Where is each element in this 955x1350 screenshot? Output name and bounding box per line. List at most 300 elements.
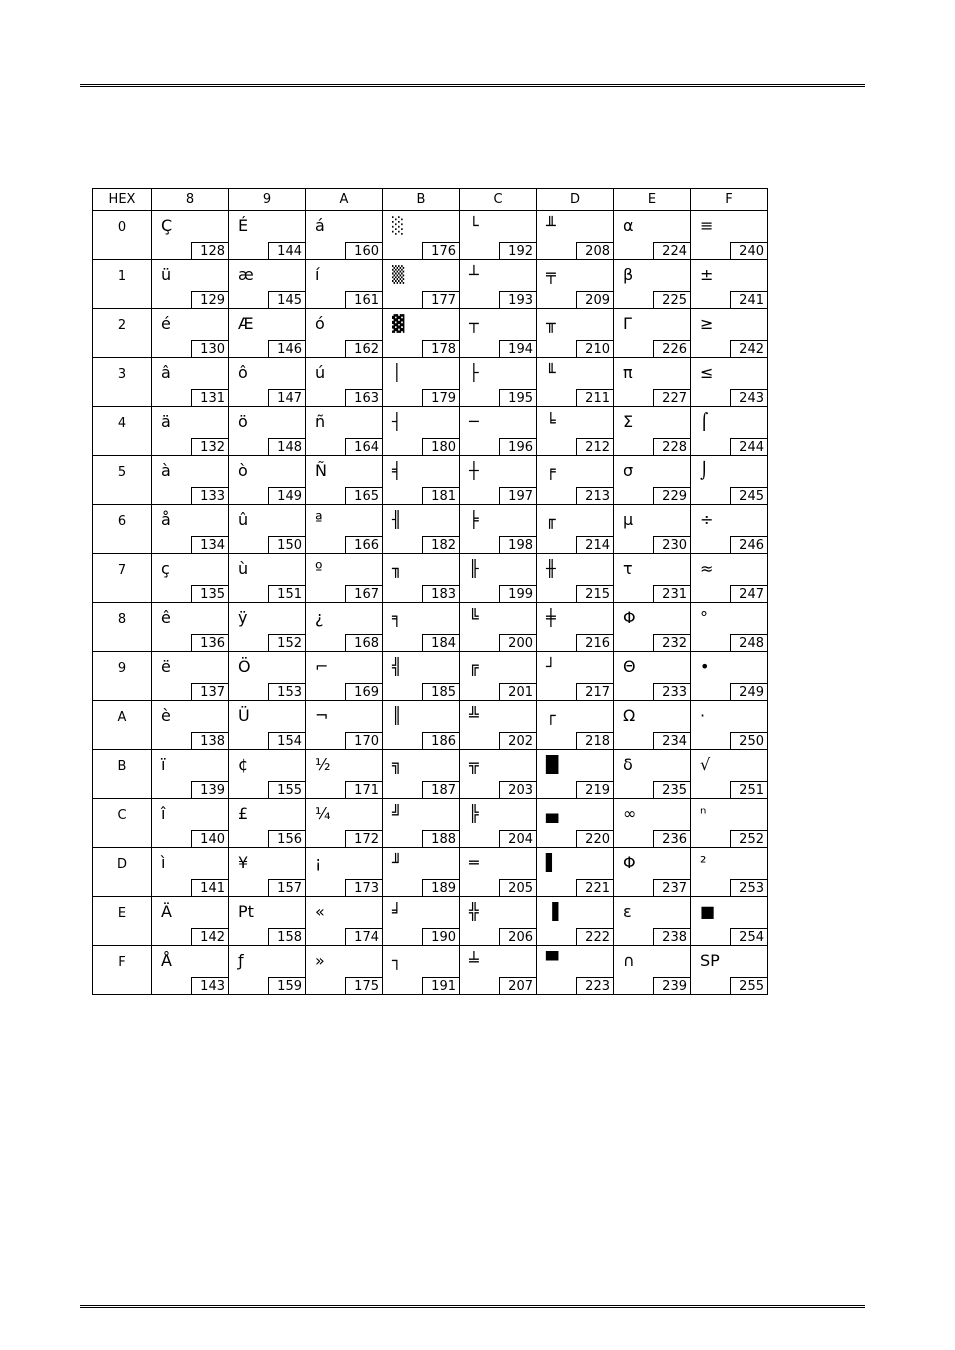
- character-cell: [383, 407, 460, 456]
- character-cell: [614, 652, 691, 701]
- character-cell: [306, 603, 383, 652]
- decimal-code: 222: [576, 928, 614, 946]
- decimal-code: 170: [345, 732, 383, 750]
- character-cell: [691, 652, 768, 701]
- character-glyph: ╔: [469, 657, 479, 676]
- character-glyph: ╢: [392, 510, 402, 529]
- decimal-code: 167: [345, 585, 383, 603]
- decimal-code: 140: [191, 830, 229, 848]
- character-glyph: Θ: [623, 657, 636, 676]
- character-cell: [306, 260, 383, 309]
- decimal-code: 229: [653, 487, 691, 505]
- character-cell: [537, 554, 614, 603]
- decimal-code: 175: [345, 977, 383, 995]
- character-glyph: í: [315, 265, 320, 284]
- character-cell: [152, 603, 229, 652]
- character-cell: [614, 407, 691, 456]
- character-glyph: ì: [161, 853, 166, 872]
- character-cell: [691, 750, 768, 799]
- character-cell: [306, 701, 383, 750]
- character-glyph: ─: [469, 412, 479, 431]
- row-header: [93, 456, 152, 505]
- character-cell: [383, 260, 460, 309]
- table-row: [93, 407, 768, 456]
- decimal-code: 132: [191, 438, 229, 456]
- row-header: [93, 799, 152, 848]
- decimal-code: 146: [268, 340, 306, 358]
- decimal-code: 202: [499, 732, 537, 750]
- decimal-code: 244: [730, 438, 768, 456]
- row-hex-label: 1: [117, 269, 127, 284]
- character-cell: [460, 603, 537, 652]
- character-glyph: Ç: [161, 216, 173, 235]
- character-glyph: ┘: [546, 657, 556, 676]
- character-cell: [152, 946, 229, 995]
- character-glyph: ╡: [392, 461, 402, 480]
- decimal-code: 151: [268, 585, 306, 603]
- character-glyph: ╩: [469, 706, 479, 725]
- decimal-code: 176: [422, 242, 460, 260]
- character-glyph: ┼: [469, 461, 479, 480]
- decimal-code: 192: [499, 242, 537, 260]
- character-glyph: ╨: [546, 216, 556, 235]
- decimal-code: 207: [499, 977, 537, 995]
- decimal-code: 252: [730, 830, 768, 848]
- row-hex-label: 7: [117, 563, 127, 578]
- character-glyph: ╜: [392, 853, 402, 872]
- table-row: [93, 505, 768, 554]
- decimal-code: 205: [499, 879, 537, 897]
- character-cell: [614, 554, 691, 603]
- character-glyph: ╗: [392, 755, 402, 774]
- character-cell: [691, 505, 768, 554]
- decimal-code: 209: [576, 291, 614, 309]
- character-glyph: ≈: [700, 559, 714, 578]
- character-cell: [691, 701, 768, 750]
- decimal-code: 215: [576, 585, 614, 603]
- character-cell: [383, 505, 460, 554]
- decimal-code: 143: [191, 977, 229, 995]
- character-glyph: ≤: [700, 363, 714, 382]
- table-row: [93, 848, 768, 897]
- character-cell: [306, 211, 383, 260]
- character-cell: [152, 652, 229, 701]
- character-glyph: ╬: [469, 902, 479, 921]
- character-cell: [229, 456, 306, 505]
- character-glyph: ▐: [546, 902, 559, 921]
- character-cell: [614, 603, 691, 652]
- character-glyph: •: [700, 657, 710, 676]
- row-hex-label: 4: [117, 416, 127, 431]
- character-cell: [537, 701, 614, 750]
- character-cell: [537, 309, 614, 358]
- character-glyph: ▌: [546, 853, 559, 872]
- character-cell: [460, 309, 537, 358]
- decimal-code: 139: [191, 781, 229, 799]
- character-cell: [383, 750, 460, 799]
- character-glyph: ÿ: [238, 608, 248, 627]
- character-glyph: ║: [392, 706, 402, 725]
- column-header: A: [306, 189, 383, 211]
- decimal-code: 164: [345, 438, 383, 456]
- character-glyph: τ: [623, 559, 633, 578]
- character-glyph: æ: [238, 265, 254, 284]
- character-cell: [614, 211, 691, 260]
- character-glyph: ⌐: [315, 657, 329, 676]
- character-cell: [152, 505, 229, 554]
- decimal-code: 147: [268, 389, 306, 407]
- decimal-code: 216: [576, 634, 614, 652]
- character-cell: [460, 750, 537, 799]
- character-cell: [152, 554, 229, 603]
- decimal-code: 218: [576, 732, 614, 750]
- decimal-code: 193: [499, 291, 537, 309]
- decimal-code: 168: [345, 634, 383, 652]
- character-glyph: ñ: [315, 412, 326, 431]
- character-glyph: è: [161, 706, 171, 725]
- decimal-code: 160: [345, 242, 383, 260]
- character-glyph: σ: [623, 461, 634, 480]
- character-cell: [229, 603, 306, 652]
- decimal-code: 234: [653, 732, 691, 750]
- decimal-code: 203: [499, 781, 537, 799]
- character-glyph: ¢: [238, 755, 249, 774]
- decimal-code: 197: [499, 487, 537, 505]
- decimal-code: 210: [576, 340, 614, 358]
- character-cell: [306, 505, 383, 554]
- character-glyph: Æ: [238, 314, 254, 333]
- decimal-code: 217: [576, 683, 614, 701]
- character-glyph: î: [161, 804, 166, 823]
- character-cell: [614, 897, 691, 946]
- decimal-code: 242: [730, 340, 768, 358]
- table-row: [93, 603, 768, 652]
- table-row: [93, 260, 768, 309]
- decimal-code: 246: [730, 536, 768, 554]
- decimal-code: 150: [268, 536, 306, 554]
- character-glyph: √: [700, 755, 711, 774]
- character-cell: [152, 407, 229, 456]
- character-glyph: ⌡: [700, 461, 709, 480]
- character-cell: [229, 652, 306, 701]
- character-glyph: ╟: [469, 559, 479, 578]
- decimal-code: 255: [730, 977, 768, 995]
- decimal-code: 208: [576, 242, 614, 260]
- row-hex-label: 0: [117, 220, 127, 235]
- decimal-code: 199: [499, 585, 537, 603]
- decimal-code: 200: [499, 634, 537, 652]
- character-cell: [537, 946, 614, 995]
- character-cell: [383, 652, 460, 701]
- character-cell: [614, 799, 691, 848]
- decimal-code: 142: [191, 928, 229, 946]
- decimal-code: 248: [730, 634, 768, 652]
- decimal-code: 249: [730, 683, 768, 701]
- character-glyph: ╠: [469, 804, 479, 823]
- decimal-code: 230: [653, 536, 691, 554]
- decimal-code: 135: [191, 585, 229, 603]
- character-cell: [691, 848, 768, 897]
- character-glyph: ┬: [469, 314, 479, 333]
- decimal-code: 190: [422, 928, 460, 946]
- character-glyph: ╙: [546, 363, 556, 382]
- decimal-code: 149: [268, 487, 306, 505]
- character-code-table: [92, 188, 768, 995]
- row-hex-label: C: [117, 808, 127, 823]
- character-cell: [614, 456, 691, 505]
- decimal-code: 233: [653, 683, 691, 701]
- character-cell: [229, 946, 306, 995]
- character-cell: [537, 260, 614, 309]
- decimal-code: 236: [653, 830, 691, 848]
- decimal-code: 251: [730, 781, 768, 799]
- table-row: [93, 946, 768, 995]
- character-glyph: Φ: [623, 608, 636, 627]
- decimal-code: 232: [653, 634, 691, 652]
- decimal-code: 223: [576, 977, 614, 995]
- decimal-code: 184: [422, 634, 460, 652]
- row-hex-label: 8: [117, 612, 127, 627]
- decimal-code: 214: [576, 536, 614, 554]
- decimal-code: 237: [653, 879, 691, 897]
- character-cell: [383, 897, 460, 946]
- decimal-code: 227: [653, 389, 691, 407]
- character-cell: [460, 456, 537, 505]
- table-row: [93, 799, 768, 848]
- row-header: [93, 505, 152, 554]
- row-hex-label: 2: [117, 318, 127, 333]
- row-header: [93, 260, 152, 309]
- character-cell: [229, 211, 306, 260]
- character-cell: [691, 554, 768, 603]
- decimal-code: 231: [653, 585, 691, 603]
- character-glyph: ·: [700, 706, 706, 725]
- decimal-code: 198: [499, 536, 537, 554]
- character-glyph: ┐: [392, 951, 402, 970]
- decimal-code: 186: [422, 732, 460, 750]
- decimal-code: 144: [268, 242, 306, 260]
- character-cell: [537, 848, 614, 897]
- character-cell: [460, 505, 537, 554]
- character-glyph: «: [315, 902, 325, 921]
- character-cell: [614, 848, 691, 897]
- character-cell: [383, 211, 460, 260]
- character-cell: [614, 946, 691, 995]
- character-glyph: ╥: [546, 314, 556, 333]
- decimal-code: 174: [345, 928, 383, 946]
- row-header: [93, 652, 152, 701]
- character-cell: [306, 358, 383, 407]
- character-cell: [614, 750, 691, 799]
- character-glyph: ⌠: [700, 412, 709, 431]
- decimal-code: 219: [576, 781, 614, 799]
- character-glyph: ▄: [546, 804, 559, 823]
- decimal-code: 161: [345, 291, 383, 309]
- row-hex-label: 9: [117, 661, 127, 676]
- character-glyph: ╪: [546, 608, 556, 627]
- decimal-code: 221: [576, 879, 614, 897]
- character-glyph: ½: [315, 755, 331, 774]
- character-glyph: Ñ: [315, 461, 327, 480]
- character-cell: [460, 652, 537, 701]
- character-glyph: π: [623, 363, 633, 382]
- character-cell: [229, 897, 306, 946]
- character-glyph: Ö: [238, 657, 251, 676]
- character-glyph: Ü: [238, 706, 250, 725]
- row-header: [93, 701, 152, 750]
- character-glyph: Γ: [623, 314, 632, 333]
- character-glyph: ë: [161, 657, 171, 676]
- character-glyph: ╣: [392, 657, 402, 676]
- decimal-code: 240: [730, 242, 768, 260]
- decimal-code: 138: [191, 732, 229, 750]
- header-rule: [80, 84, 865, 87]
- character-glyph: ⁿ: [700, 804, 707, 823]
- character-glyph: ∞: [623, 804, 637, 823]
- decimal-code: 212: [576, 438, 614, 456]
- column-header: B: [383, 189, 460, 211]
- hex-corner-label: HEX: [93, 189, 152, 211]
- character-glyph: ª: [315, 510, 323, 529]
- decimal-code: 224: [653, 242, 691, 260]
- decimal-code: 152: [268, 634, 306, 652]
- character-cell: [460, 554, 537, 603]
- row-header: [93, 309, 152, 358]
- decimal-code: 159: [268, 977, 306, 995]
- character-cell: [460, 848, 537, 897]
- character-glyph: ╚: [469, 608, 479, 627]
- character-cell: [691, 358, 768, 407]
- decimal-code: 171: [345, 781, 383, 799]
- character-cell: [383, 848, 460, 897]
- character-glyph: ▀: [546, 951, 559, 970]
- character-cell: [152, 211, 229, 260]
- character-cell: [306, 407, 383, 456]
- row-header: [93, 848, 152, 897]
- column-header: 9: [229, 189, 306, 211]
- decimal-code: 243: [730, 389, 768, 407]
- character-glyph: ²: [700, 853, 707, 872]
- character-glyph: û: [238, 510, 249, 529]
- decimal-code: 241: [730, 291, 768, 309]
- table-row: [93, 897, 768, 946]
- decimal-code: 204: [499, 830, 537, 848]
- character-cell: [229, 407, 306, 456]
- character-cell: [152, 897, 229, 946]
- character-glyph: ó: [315, 314, 325, 333]
- character-cell: [152, 848, 229, 897]
- character-cell: [614, 309, 691, 358]
- decimal-code: 194: [499, 340, 537, 358]
- decimal-code: 137: [191, 683, 229, 701]
- character-glyph: ô: [238, 363, 248, 382]
- character-glyph: ╖: [392, 559, 402, 578]
- decimal-code: 183: [422, 585, 460, 603]
- character-glyph: ≡: [700, 216, 714, 235]
- character-glyph: ≥: [700, 314, 714, 333]
- decimal-code: 250: [730, 732, 768, 750]
- character-cell: [614, 358, 691, 407]
- character-glyph: ╛: [392, 902, 402, 921]
- character-glyph: ╘: [546, 412, 556, 431]
- character-glyph: ╒: [546, 461, 556, 480]
- character-cell: [537, 652, 614, 701]
- character-glyph: │: [392, 363, 402, 382]
- character-cell: [152, 750, 229, 799]
- decimal-code: 128: [191, 242, 229, 260]
- character-cell: [229, 505, 306, 554]
- row-hex-label: A: [117, 710, 127, 725]
- decimal-code: 239: [653, 977, 691, 995]
- character-glyph: ò: [238, 461, 248, 480]
- character-glyph: ¥: [238, 853, 249, 872]
- character-glyph: ±: [700, 265, 714, 284]
- row-hex-label: 6: [117, 514, 127, 529]
- row-header: [93, 946, 152, 995]
- character-cell: [537, 603, 614, 652]
- table-row: [93, 652, 768, 701]
- row-header: [93, 554, 152, 603]
- character-glyph: é: [161, 314, 171, 333]
- character-cell: [383, 309, 460, 358]
- character-cell: [691, 603, 768, 652]
- character-glyph: å: [161, 510, 171, 529]
- decimal-code: 178: [422, 340, 460, 358]
- decimal-code: 165: [345, 487, 383, 505]
- character-glyph: á: [315, 216, 325, 235]
- character-glyph: ╝: [392, 804, 402, 823]
- character-cell: [691, 799, 768, 848]
- decimal-code: 235: [653, 781, 691, 799]
- character-cell: [152, 701, 229, 750]
- character-glyph: £: [238, 804, 249, 823]
- decimal-code: 133: [191, 487, 229, 505]
- decimal-code: 185: [422, 683, 460, 701]
- character-glyph: ╦: [469, 755, 479, 774]
- character-glyph: SP: [700, 951, 720, 970]
- character-cell: [229, 750, 306, 799]
- character-cell: [306, 750, 383, 799]
- character-cell: [306, 897, 383, 946]
- character-glyph: ╕: [392, 608, 402, 627]
- character-glyph: β: [623, 265, 634, 284]
- character-glyph: ┤: [392, 412, 402, 431]
- decimal-code: 179: [422, 389, 460, 407]
- character-glyph: ═: [469, 853, 479, 872]
- character-glyph: ÷: [700, 510, 714, 529]
- character-cell: [691, 309, 768, 358]
- column-header: 8: [152, 189, 229, 211]
- character-cell: [306, 946, 383, 995]
- table-row: [93, 554, 768, 603]
- decimal-code: 245: [730, 487, 768, 505]
- character-cell: [460, 407, 537, 456]
- character-glyph: É: [238, 216, 249, 235]
- character-glyph: ¡: [315, 853, 322, 872]
- character-cell: [306, 799, 383, 848]
- decimal-code: 134: [191, 536, 229, 554]
- character-cell: [537, 505, 614, 554]
- character-cell: [460, 799, 537, 848]
- character-cell: [691, 946, 768, 995]
- character-cell: [383, 554, 460, 603]
- decimal-code: 196: [499, 438, 537, 456]
- character-cell: [383, 799, 460, 848]
- character-glyph: Φ: [623, 853, 636, 872]
- character-glyph: ░: [392, 216, 405, 235]
- decimal-code: 157: [268, 879, 306, 897]
- character-cell: [383, 456, 460, 505]
